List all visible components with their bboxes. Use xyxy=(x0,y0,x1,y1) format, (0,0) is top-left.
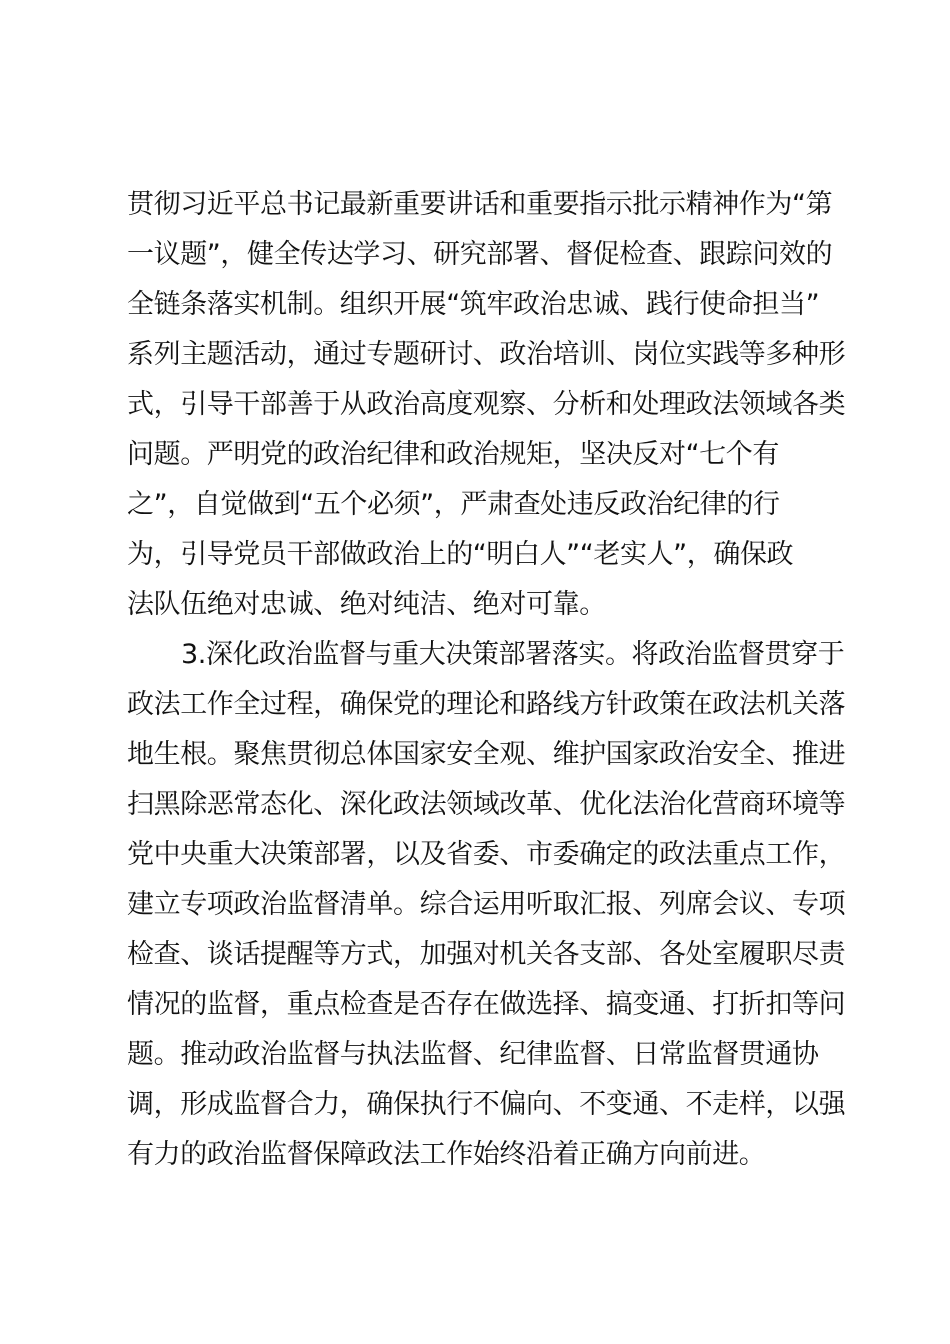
text-line: 法队伍绝对忠诚、绝对纯洁、绝对可靠。 xyxy=(127,589,606,620)
text-line: 情况的监督，重点检查是否存在做选择、搞变通、打折扣等问 xyxy=(127,989,846,1020)
text-line: 全链条落实机制。组织开展“筑牢政治忠诚、践行使命担当” xyxy=(127,289,820,320)
text-line: 检查、谈话提醒等方式，加强对机关各支部、各处室履职尽责 xyxy=(127,939,846,970)
paragraph-political-supervision xyxy=(127,630,846,1180)
text-line: 调，形成监督合力，确保执行不偏向、不变通、不走样，以强 xyxy=(127,1089,846,1120)
text-line: 贯彻习近平总书记最新重要讲话和重要指示批示精神作为“第 xyxy=(127,189,833,220)
text-line: 系列主题活动，通过专题研讨、政治培训、岗位实践等多种形 xyxy=(127,339,846,370)
text-line: 问题。严明党的政治纪律和政治规矩，坚决反对“七个有 xyxy=(127,439,779,470)
section-heading-line: 3.深化政治监督与重大决策部署落实。将政治监督贯穿于 xyxy=(181,639,845,670)
paragraph-political-loyalty xyxy=(127,180,846,630)
text-line: 扫黑除恶常态化、深化政法领域改革、优化法治化营商环境等 xyxy=(127,789,846,820)
text-line: 有力的政治监督保障政法工作始终沿着正确方向前进。 xyxy=(127,1139,766,1170)
text-line: 为，引导党员干部做政治上的“明白人”“老实人”，确保政 xyxy=(127,539,794,570)
document-body xyxy=(127,180,846,1180)
text-line: 式，引导干部善于从政治高度观察、分析和处理政法领域各类 xyxy=(127,389,846,420)
text-line: 政法工作全过程，确保党的理论和路线方针政策在政法机关落 xyxy=(127,689,846,720)
text-line: 党中央重大决策部署，以及省委、市委确定的政法重点工作， xyxy=(127,839,846,870)
text-line: 建立专项政治监督清单。综合运用听取汇报、列席会议、专项 xyxy=(127,889,846,920)
text-line: 一议题”，健全传达学习、研究部署、督促检查、跟踪问效的 xyxy=(127,239,833,270)
text-line: 地生根。聚焦贯彻总体国家安全观、维护国家政治安全、推进 xyxy=(127,739,846,770)
text-line: 题。推动政治监督与执法监督、纪律监督、日常监督贯通协 xyxy=(127,1039,819,1070)
text-line: 之”，自觉做到“五个必须”，严肃查处违反政治纪律的行 xyxy=(127,489,780,520)
